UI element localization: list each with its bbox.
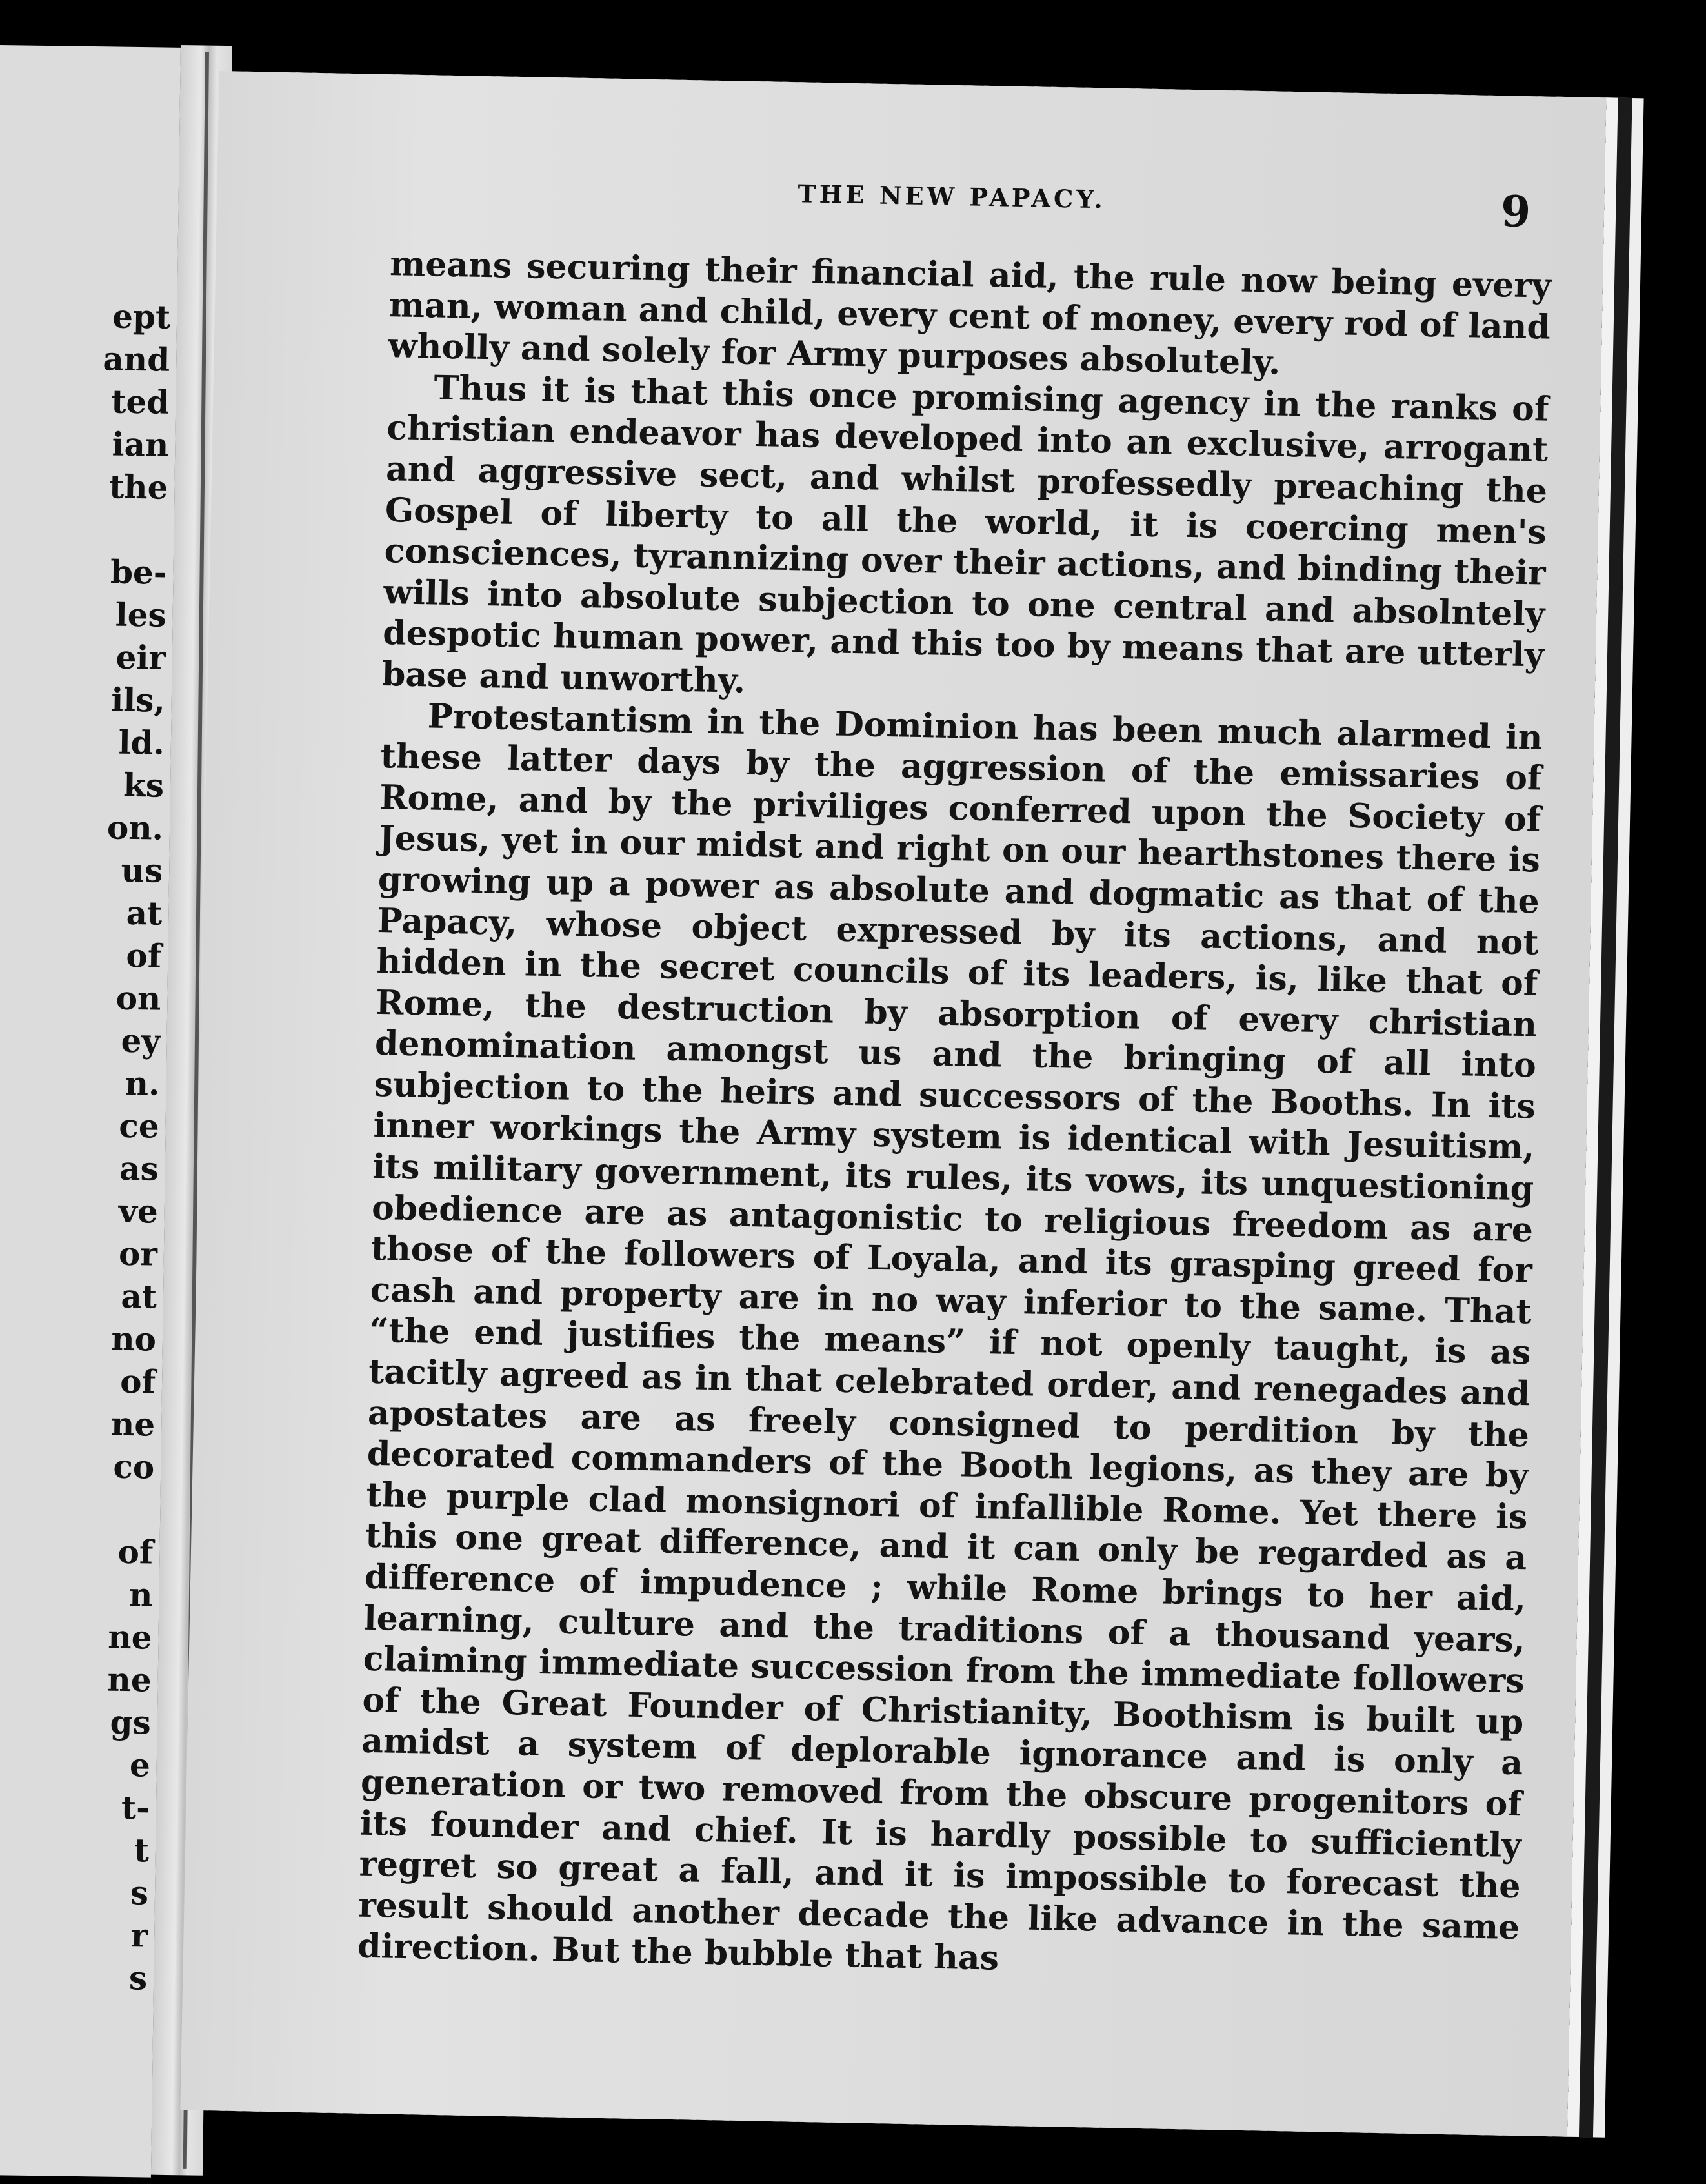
paragraph: Protestantism in the Dominion has been much alarmed in these latter days by the aggression of the emissaries of Rome, and by the priviliges conferred upon the Society of Jesus, yet in our midst and right on our hearthstones there is growing up a power as absolute and dogmatic as that of the Papacy, whose object expressed by its actions, and not hidden in the secret councils of its leaders, is, like that of Rome, the destruction by absorption of every christian denomination amongst us and the bringing of all into subjection to the heirs and successors of the Booths. In its inner workings the Army system is identical with Jesuitism, its military government, its rules, its vows, its unquestioning obedience are as antagonistic to religious freedom as are those of the followers of Loyala, and its grasping greed for cash and property are in no way inferior to the same. That “the end justifies the means” if not openly taught, is as tacitly agreed as in that celebrated order, and renegades and apostates are as freely consigned to perdition by the decorated commanders of the Booth legions, as they are by the purple clad monsignori of infallible Rome. Yet there is this one great difference, and it can only be regarded as a difference of impudence ; while Rome brings to her aid, learning, culture and the traditions of a thousand years, claiming immediate succession from the immediate followers of the Great Founder of Christianity, Boothism is built up amidst a system of deplorable ignorance and is only a generation or two removed from the obscure progenitors of its founder and chief. It is hardly possible to sufficiently regret so great a fall, and it is impossible to forecast the result should another decade the like advance in the same direction. But the bubble that has: [357, 696, 1543, 1979]
left-fragment: [0, 507, 174, 552]
left-fragment: ce: [118, 1106, 160, 1146]
left-fragment: n.: [125, 1064, 160, 1103]
left-fragment: no: [110, 1319, 157, 1359]
left-fragment: us: [121, 851, 163, 890]
left-fragment: as: [119, 1149, 159, 1188]
left-page-text-fragments: [0, 294, 177, 2000]
left-fragment: ted: [111, 382, 170, 421]
left-fragment: ve: [118, 1191, 159, 1231]
left-fragment: ne: [107, 1660, 152, 1699]
left-fragment: s: [128, 1959, 148, 1997]
body-text: [357, 243, 1552, 1989]
left-fragment: [0, 1486, 161, 1532]
left-fragment: ils,: [110, 680, 166, 720]
left-fragment: of: [117, 1532, 154, 1572]
left-fragment: r: [130, 1916, 148, 1955]
paragraph: Thus it is that this once promising agency in the ranks of christian endeavor has developed into an exclusive, arrogant and aggressive sect, and whilst professedly preaching the Gospel of liberty to all the world, it is coercing men's consciences, tyrannizing over their actions, and binding their wills into absolute subjection to one central and absolntely despotic human power, and this too by means that are utterly base and unworthy.: [381, 368, 1549, 701]
left-fragment: e: [129, 1746, 151, 1785]
left-fragment: t: [134, 1831, 150, 1870]
running-title: THE NEW PAPACY.: [798, 179, 1107, 214]
page-header: [216, 168, 1604, 252]
left-fragment: at: [126, 893, 163, 933]
left-fragment: the: [108, 467, 168, 507]
left-fragment: eir: [115, 638, 166, 677]
left-fragment: on: [115, 978, 161, 1018]
left-facing-page: [0, 45, 181, 2178]
left-fragment: co: [113, 1447, 155, 1486]
left-fragment: t-: [121, 1788, 150, 1827]
left-fragment: on.: [106, 808, 164, 847]
page-number: 9: [1500, 186, 1531, 238]
paragraph: means securing their financial aid, the rule now being every man, woman and child, every cent of money, every rod of land wholly and solely for Army purposes absolutely.: [388, 244, 1552, 383]
left-fragment: gs: [110, 1703, 152, 1742]
left-fragment: ld.: [118, 723, 165, 762]
left-fragment: ne: [110, 1404, 156, 1444]
left-fragment: and: [103, 339, 170, 379]
left-fragment: ian: [112, 425, 169, 464]
left-fragment: at: [121, 1277, 157, 1316]
right-page: [180, 71, 1606, 2137]
left-fragment: ey: [121, 1021, 161, 1060]
left-fragment: ne: [108, 1617, 152, 1657]
left-fragment: les: [115, 595, 167, 634]
left-fragment: of: [119, 1362, 156, 1401]
left-fragment: ks: [123, 765, 165, 805]
left-fragment: n: [128, 1575, 153, 1614]
left-fragment: s: [130, 1874, 149, 1912]
left-fragment: of: [126, 936, 162, 975]
left-fragment: or: [118, 1234, 158, 1273]
left-fragment: ept: [112, 297, 171, 336]
left-fragment: be-: [110, 552, 168, 592]
